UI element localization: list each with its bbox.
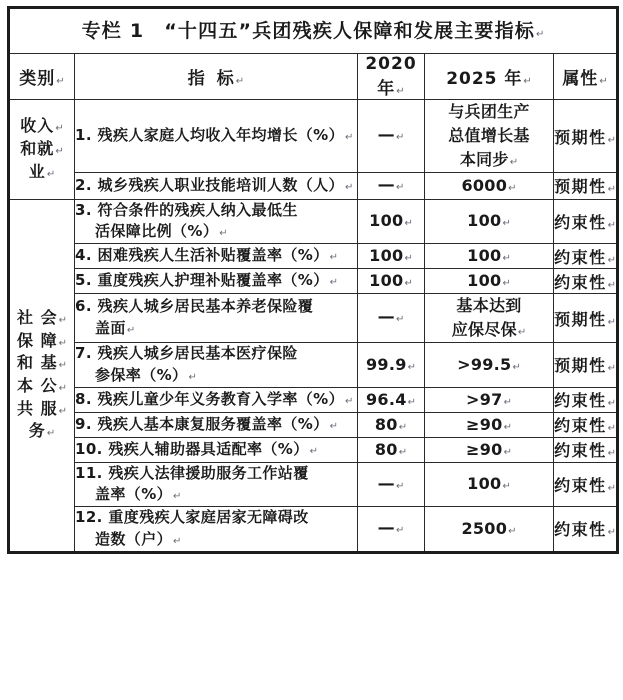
text-line: 基本达到 bbox=[456, 296, 522, 315]
paragraph-mark-icon: ↵ bbox=[395, 314, 405, 326]
paragraph-mark-icon: ↵ bbox=[536, 28, 545, 40]
paragraph-mark-icon: ↵ bbox=[523, 76, 532, 87]
text-line: 2. 城乡残疾人职业技能培训人数（人）↵ bbox=[75, 175, 354, 194]
text-line: >99.5↵ bbox=[457, 354, 521, 374]
attribute-cell bbox=[554, 412, 618, 437]
table-row bbox=[9, 100, 618, 173]
paragraph-mark-icon: ↵ bbox=[502, 218, 511, 230]
text-line: 约束性↵ bbox=[554, 520, 616, 540]
paragraph-mark-icon: ↵ bbox=[509, 157, 519, 168]
paragraph-mark-icon: ↵ bbox=[395, 182, 405, 193]
indicator-cell bbox=[75, 173, 358, 200]
text-line: 共 服↵ bbox=[17, 398, 67, 418]
title-prefix: 专栏 1 bbox=[81, 19, 145, 42]
text-line: 本同步↵ bbox=[459, 150, 519, 169]
paragraph-mark-icon: ↵ bbox=[345, 395, 354, 407]
value-2025-cell bbox=[425, 100, 554, 173]
text-line: 100↵ bbox=[369, 271, 413, 290]
paragraph-mark-icon: ↵ bbox=[46, 428, 56, 440]
paragraph-mark-icon: ↵ bbox=[407, 396, 417, 408]
paragraph-mark-icon: ↵ bbox=[55, 145, 64, 157]
paragraph-mark-icon: ↵ bbox=[398, 446, 408, 458]
paragraph-mark-icon: ↵ bbox=[58, 405, 67, 417]
paragraph-mark-icon: ↵ bbox=[395, 525, 405, 536]
indicator-cell bbox=[75, 437, 358, 462]
text-line: —↵ bbox=[377, 125, 405, 146]
attribute-cell bbox=[554, 343, 618, 388]
text-line: 96.4↵ bbox=[365, 389, 417, 409]
indicator-cell bbox=[75, 294, 358, 343]
table-header-row bbox=[9, 54, 618, 100]
indicator-cell bbox=[75, 244, 358, 269]
attribute-cell bbox=[554, 437, 618, 462]
paragraph-mark-icon: ↵ bbox=[56, 76, 65, 87]
text-line: 9. 残疾人基本康复服务覆盖率（%）↵ bbox=[75, 414, 338, 433]
table-row bbox=[9, 462, 618, 507]
table-row bbox=[9, 199, 618, 244]
paragraph-mark-icon: ↵ bbox=[599, 76, 608, 87]
text-line: 2500↵ bbox=[461, 518, 517, 538]
indicator-cell bbox=[75, 100, 358, 173]
paragraph-mark-icon: ↵ bbox=[607, 398, 616, 409]
text-line: 11. 残疾人法律援助服务工作站覆 bbox=[75, 463, 309, 482]
attribute-cell bbox=[554, 173, 618, 200]
text-line: 参保率（%）↵ bbox=[95, 365, 197, 384]
text-line: 80↵ bbox=[374, 439, 408, 459]
paragraph-mark-icon: ↵ bbox=[607, 423, 616, 434]
paragraph-mark-icon: ↵ bbox=[512, 361, 521, 373]
value-2025-cell bbox=[425, 462, 554, 507]
paragraph-mark-icon: ↵ bbox=[503, 421, 512, 433]
paragraph-mark-icon: ↵ bbox=[404, 253, 413, 264]
paragraph-mark-icon: ↵ bbox=[395, 480, 405, 492]
text-line: 总值增长基 bbox=[448, 126, 530, 145]
value-2020-cell bbox=[358, 173, 425, 200]
text-line: 100↵ bbox=[467, 246, 511, 265]
table-row bbox=[9, 173, 618, 200]
paragraph-mark-icon: ↵ bbox=[502, 278, 511, 289]
paragraph-mark-icon: ↵ bbox=[126, 325, 136, 336]
paragraph-mark-icon: ↵ bbox=[188, 371, 197, 383]
text-line: 1. 残疾人家庭人均收入年均增长（%）↵ bbox=[75, 126, 354, 145]
title-main: “十四五”兵团残疾人保障和发展主要指标 bbox=[164, 19, 536, 42]
value-2025-cell bbox=[425, 244, 554, 269]
text-line: 7. 残疾人城乡居民基本医疗保险 bbox=[75, 344, 298, 362]
value-2020-cell bbox=[358, 269, 425, 294]
text-line: 本 公↵ bbox=[17, 376, 67, 395]
text-line: 社 会↵ bbox=[17, 307, 67, 327]
value-2025-cell bbox=[425, 343, 554, 388]
text-line: 约束性↵ bbox=[554, 475, 616, 495]
text-line: 预期性↵ bbox=[554, 309, 616, 329]
paragraph-mark-icon: ↵ bbox=[46, 168, 56, 180]
paragraph-mark-icon: ↵ bbox=[508, 182, 517, 194]
table-row bbox=[9, 507, 618, 553]
indicator-cell bbox=[75, 269, 358, 294]
attribute-cell bbox=[554, 294, 618, 343]
paragraph-mark-icon: ↵ bbox=[345, 132, 354, 144]
paragraph-mark-icon: ↵ bbox=[398, 421, 408, 433]
indicators-table bbox=[7, 6, 619, 554]
value-2020-cell bbox=[358, 437, 425, 462]
value-2025-cell bbox=[425, 269, 554, 294]
paragraph-mark-icon: ↵ bbox=[396, 86, 405, 97]
value-2025-cell bbox=[425, 507, 554, 553]
paragraph-mark-icon: ↵ bbox=[219, 228, 228, 240]
value-2020-cell bbox=[358, 199, 425, 244]
text-line: 6000↵ bbox=[461, 175, 517, 195]
header-category: 类别↵ bbox=[9, 54, 75, 100]
paragraph-mark-icon: ↵ bbox=[58, 360, 67, 372]
value-2020-cell bbox=[358, 412, 425, 437]
paragraph-mark-icon: ↵ bbox=[502, 253, 511, 264]
paragraph-mark-icon: ↵ bbox=[503, 396, 512, 408]
paragraph-mark-icon: ↵ bbox=[329, 277, 338, 289]
text-line: 收入↵ bbox=[20, 116, 64, 136]
indicator-cell bbox=[75, 462, 358, 507]
text-line: 预期性↵ bbox=[554, 177, 616, 197]
text-line: 盖率（%）↵ bbox=[95, 485, 182, 504]
text-line: >97↵ bbox=[466, 389, 512, 409]
paragraph-mark-icon: ↵ bbox=[607, 482, 616, 494]
table-title-cell bbox=[9, 8, 618, 54]
paragraph-mark-icon: ↵ bbox=[517, 327, 527, 338]
indicator-cell bbox=[75, 343, 358, 388]
text-line: ≥90↵ bbox=[466, 414, 512, 434]
category-cell-income-employment bbox=[9, 100, 75, 200]
paragraph-mark-icon: ↵ bbox=[58, 314, 67, 326]
value-2025-cell bbox=[425, 294, 554, 343]
text-line: 3. 符合条件的残疾人纳入最低生 bbox=[75, 200, 298, 219]
text-line: 和就↵ bbox=[20, 138, 64, 158]
value-2020-cell bbox=[358, 507, 425, 553]
attribute-cell bbox=[554, 387, 618, 412]
header-year-2025: 2025 年↵ bbox=[425, 54, 554, 100]
table-row bbox=[9, 244, 618, 269]
value-2020-cell bbox=[358, 100, 425, 173]
paragraph-mark-icon: ↵ bbox=[55, 123, 64, 135]
value-2025-cell bbox=[425, 412, 554, 437]
text-line: 100↵ bbox=[467, 271, 511, 290]
text-line: —↵ bbox=[377, 307, 405, 328]
text-line: 应保尽保↵ bbox=[451, 320, 527, 339]
header-year-2020: 2020 年↵ bbox=[358, 54, 425, 100]
indicator-cell bbox=[75, 507, 358, 553]
value-2020-cell bbox=[358, 244, 425, 269]
text-line: 10. 残疾人辅助器具适配率（%）↵ bbox=[75, 439, 319, 458]
text-line: ≥90↵ bbox=[466, 439, 512, 459]
paragraph-mark-icon: ↵ bbox=[607, 254, 616, 266]
text-line: 约束性↵ bbox=[554, 272, 616, 292]
attribute-cell bbox=[554, 507, 618, 553]
indicator-cell bbox=[75, 199, 358, 244]
text-line: 8. 残疾儿童少年义务教育入学率（%）↵ bbox=[75, 389, 354, 408]
value-2020-cell bbox=[358, 343, 425, 388]
attribute-cell bbox=[554, 100, 618, 173]
paragraph-mark-icon: ↵ bbox=[503, 446, 512, 458]
text-line: 4. 困难残疾人生活补贴覆盖率（%）↵ bbox=[75, 246, 338, 265]
paragraph-mark-icon: ↵ bbox=[502, 481, 511, 493]
text-line: 务↵ bbox=[28, 421, 56, 441]
table-row bbox=[9, 343, 618, 388]
paragraph-mark-icon: ↵ bbox=[607, 448, 616, 459]
paragraph-mark-icon: ↵ bbox=[508, 525, 517, 537]
text-line: 与兵团生产 bbox=[448, 102, 530, 121]
paragraph-mark-icon: ↵ bbox=[607, 184, 616, 196]
text-line: 6. 残疾人城乡居民基本养老保险覆 bbox=[75, 297, 314, 316]
table-row bbox=[9, 387, 618, 412]
paragraph-mark-icon: ↵ bbox=[173, 535, 182, 547]
paragraph-mark-icon: ↵ bbox=[58, 337, 67, 349]
text-line: 100↵ bbox=[467, 474, 511, 494]
paragraph-mark-icon: ↵ bbox=[344, 181, 354, 193]
paragraph-mark-icon: ↵ bbox=[607, 134, 616, 146]
paragraph-mark-icon: ↵ bbox=[235, 76, 245, 87]
text-line: 约束性↵ bbox=[554, 212, 616, 232]
paragraph-mark-icon: ↵ bbox=[329, 252, 338, 264]
header-attribute: 属性↵ bbox=[554, 54, 618, 100]
text-line: 99.9↵ bbox=[365, 354, 417, 374]
paragraph-mark-icon: ↵ bbox=[607, 316, 616, 328]
paragraph-mark-icon: ↵ bbox=[404, 278, 413, 289]
text-line: 活保障比例（%）↵ bbox=[95, 222, 228, 241]
attribute-cell bbox=[554, 269, 618, 294]
table-row bbox=[9, 437, 618, 462]
paragraph-mark-icon: ↵ bbox=[309, 445, 319, 457]
value-2025-cell bbox=[425, 437, 554, 462]
value-2020-cell bbox=[358, 294, 425, 343]
text-line: 约束性↵ bbox=[554, 416, 616, 435]
category-cell-social-security-public-service bbox=[9, 199, 75, 552]
text-line: 100↵ bbox=[369, 246, 413, 265]
table-title-row bbox=[9, 8, 618, 54]
text-line: 保 障↵ bbox=[17, 330, 67, 350]
paragraph-mark-icon: ↵ bbox=[395, 132, 405, 144]
paragraph-mark-icon: ↵ bbox=[404, 218, 413, 230]
table-row bbox=[9, 294, 618, 343]
attribute-cell bbox=[554, 244, 618, 269]
text-line: —↵ bbox=[377, 518, 405, 538]
text-line: 和 基↵ bbox=[17, 353, 67, 373]
text-line: 约束性↵ bbox=[554, 391, 616, 410]
text-line: 业↵ bbox=[28, 161, 56, 181]
text-line: 100↵ bbox=[369, 211, 413, 231]
paragraph-mark-icon: ↵ bbox=[329, 420, 338, 432]
value-2025-cell bbox=[425, 173, 554, 200]
table-row bbox=[9, 412, 618, 437]
text-line: 约束性↵ bbox=[554, 441, 616, 460]
text-line: 80↵ bbox=[374, 414, 408, 434]
text-line: 造数（户）↵ bbox=[95, 529, 182, 548]
paragraph-mark-icon: ↵ bbox=[173, 491, 182, 503]
text-line: 预期性↵ bbox=[554, 356, 616, 376]
value-2025-cell bbox=[425, 387, 554, 412]
paragraph-mark-icon: ↵ bbox=[607, 219, 616, 231]
text-line: 预期性↵ bbox=[554, 127, 616, 147]
paragraph-mark-icon: ↵ bbox=[607, 527, 616, 539]
header-indicator: 指 标↵ bbox=[75, 54, 358, 100]
text-line: 约束性↵ bbox=[554, 247, 616, 267]
indicator-cell bbox=[75, 412, 358, 437]
paragraph-mark-icon: ↵ bbox=[407, 361, 417, 373]
text-line: 12. 重度残疾人家庭居家无障碍改 bbox=[75, 508, 309, 526]
value-2020-cell bbox=[358, 462, 425, 507]
attribute-cell bbox=[554, 462, 618, 507]
paragraph-mark-icon: ↵ bbox=[607, 363, 616, 375]
paragraph-mark-icon: ↵ bbox=[58, 383, 67, 394]
value-2025-cell bbox=[425, 199, 554, 244]
value-2020-cell bbox=[358, 387, 425, 412]
text-line: 盖面↵ bbox=[95, 319, 136, 337]
text-line: —↵ bbox=[377, 175, 405, 195]
indicator-cell bbox=[75, 387, 358, 412]
text-line: 100↵ bbox=[467, 211, 511, 231]
text-line: 5. 重度残疾人护理补贴覆盖率（%）↵ bbox=[75, 271, 338, 290]
table-row bbox=[9, 269, 618, 294]
attribute-cell bbox=[554, 199, 618, 244]
paragraph-mark-icon: ↵ bbox=[607, 279, 616, 291]
text-line: —↵ bbox=[377, 473, 405, 494]
page-title bbox=[82, 20, 545, 43]
